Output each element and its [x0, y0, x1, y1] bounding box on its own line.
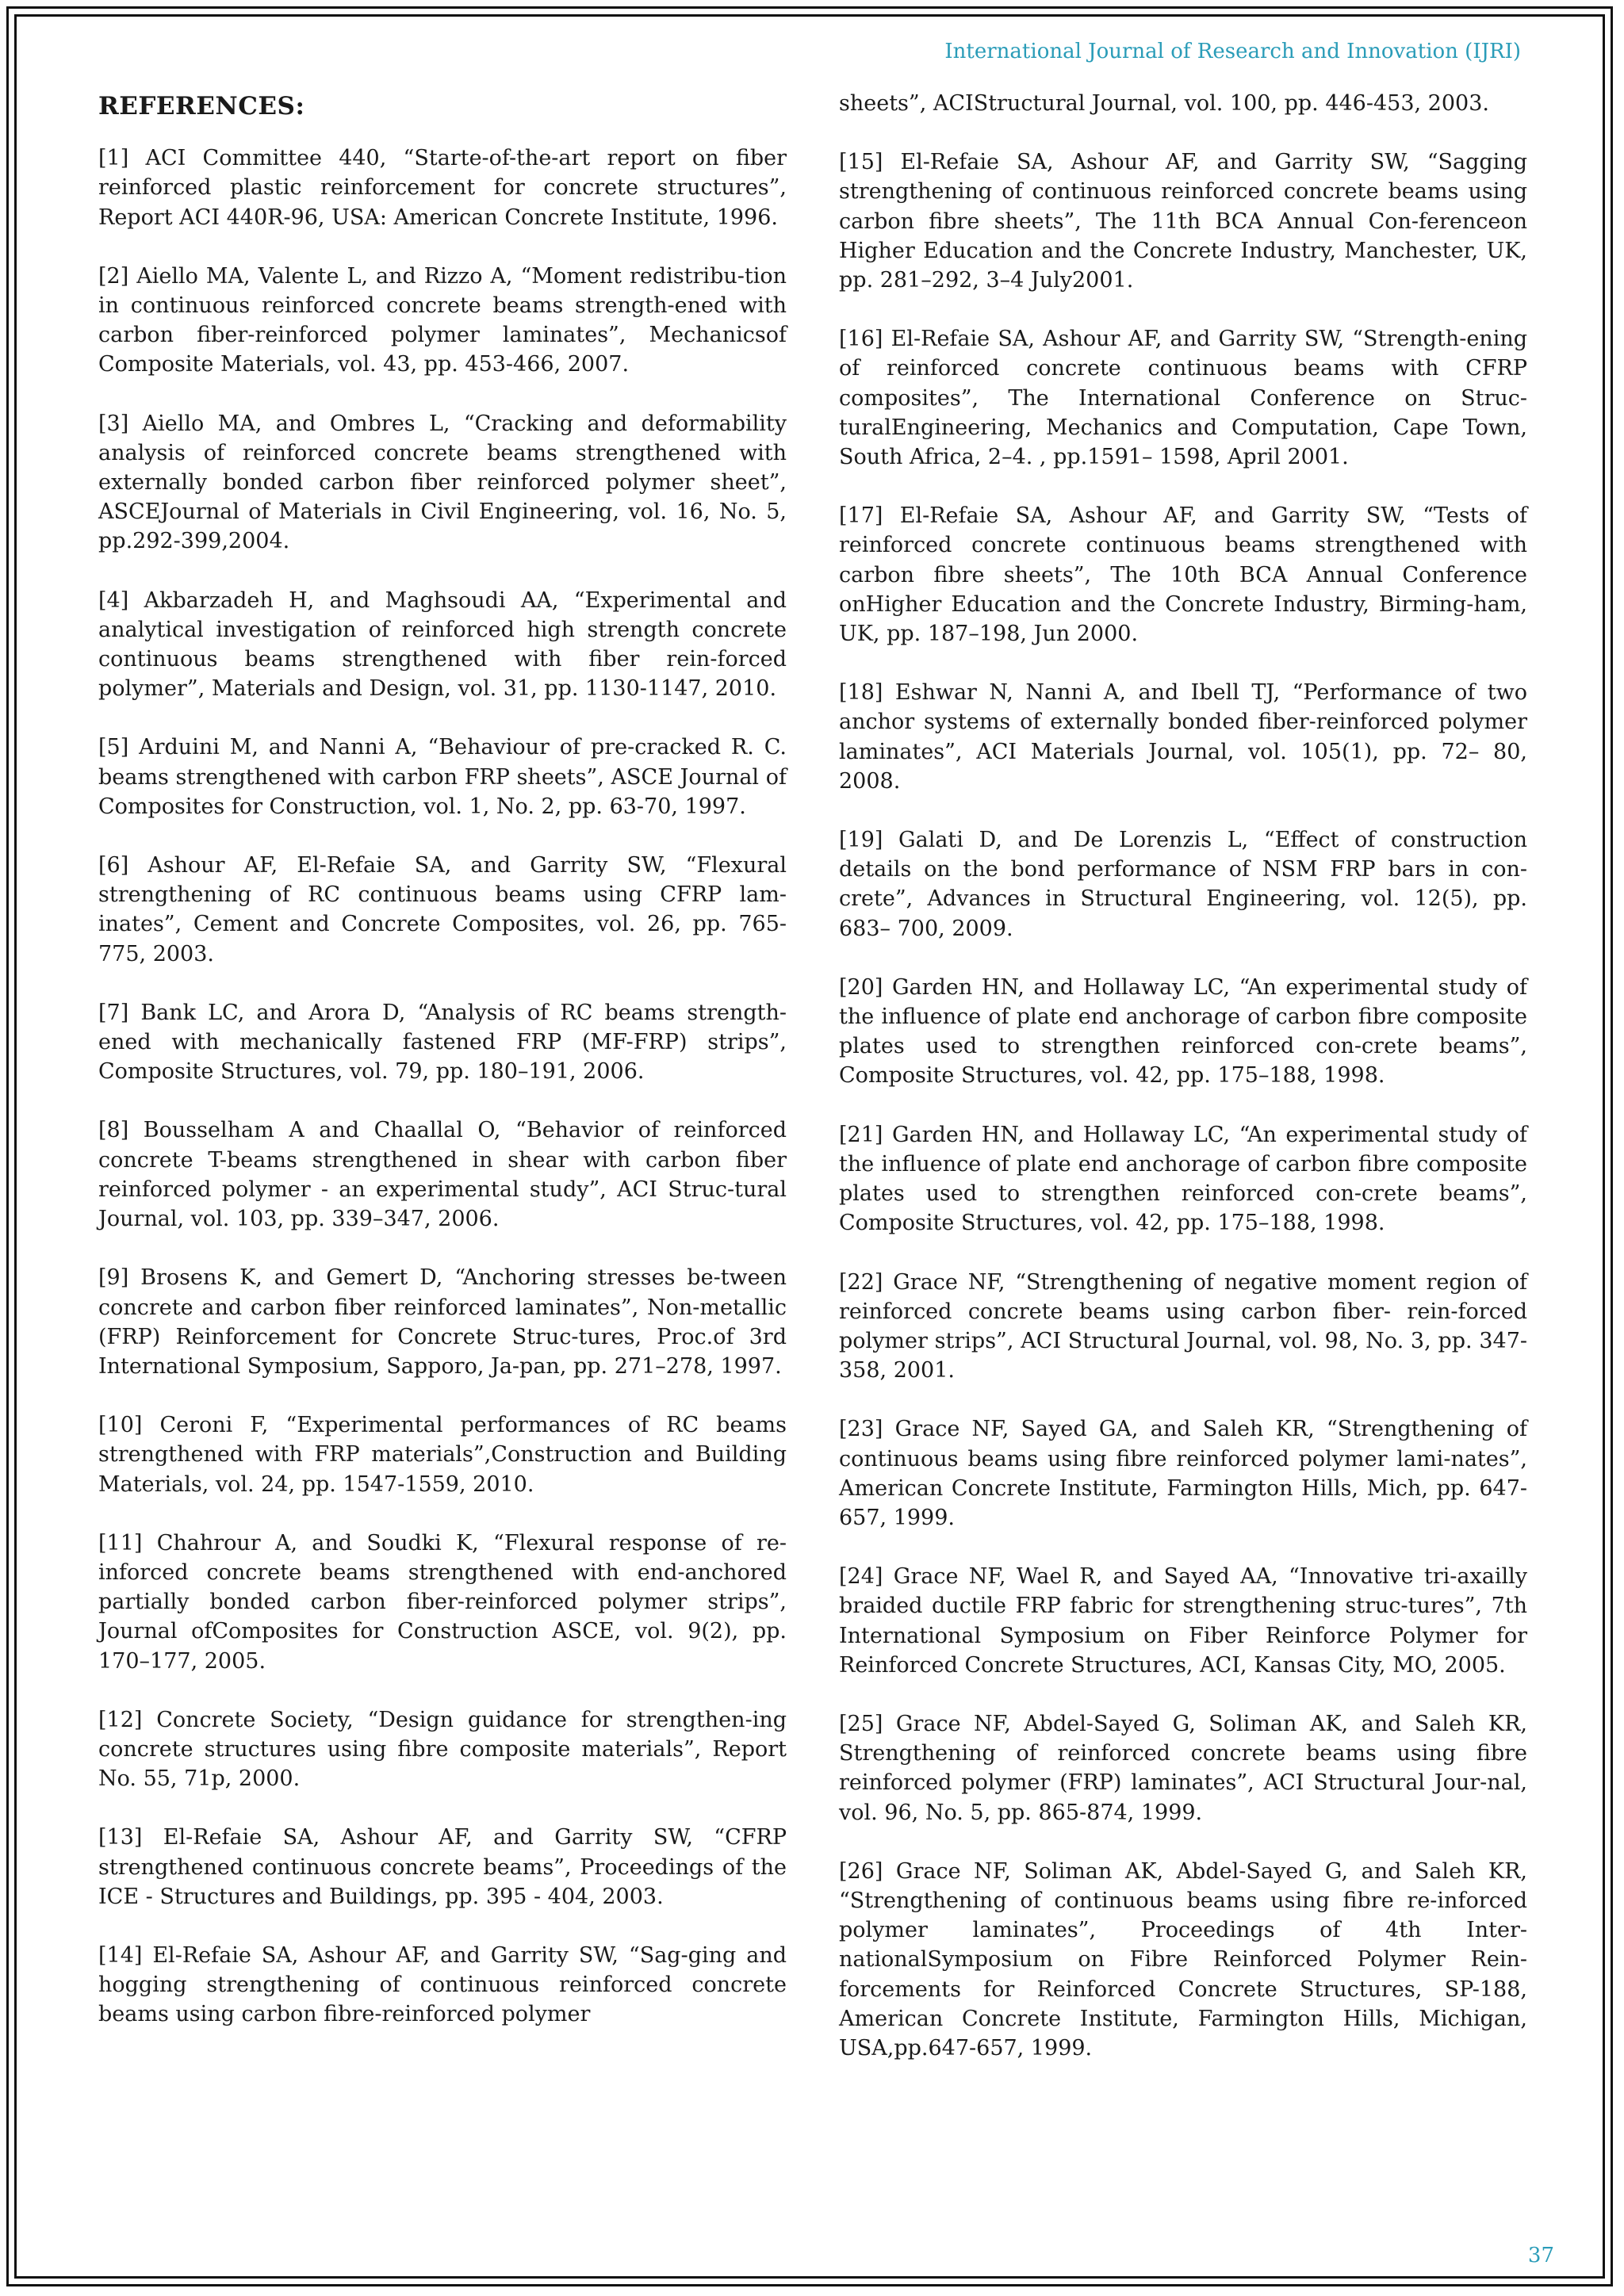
- right-column: [839, 89, 1527, 2063]
- reference-entry: [8] Bousselham A and Chaallal O, “Behavior of reinforced concrete T-beams strengthened in shear with carbon fiber reinforced polymer - an experimental study”, ACI Struc-tural Journal, vol. 103, pp. 339–347, 2006.: [98, 1118, 787, 1232]
- reference-entry: [7] Bank LC, and Arora D, “Analysis of RC beams strength-ened with mechanically fastened FRP (MF-FRP) strips”, Composite Structures, vol. 79, pp. 180–191, 2006.: [98, 1000, 787, 1085]
- reference-entry: [26] Grace NF, Soliman AK, Abdel-Sayed G, and Saleh KR, “Strengthening of continuous beams using fibre re-inforced polymer laminates”, Proceedings of 4th Inter-nationalSymposium on Fibre Reinforced Polymer Rein-forcements for Reinforced Concrete Structures, SP-188, American Concrete Institute, Farmington Hills, Michigan, USA,pp.647-657, 1999.: [839, 1858, 1527, 2061]
- reference-entry: [1] ACI Committee 440, “Starte-of-the-art report on fiber reinforced plastic reinforcement for concrete structures”, Report ACI 440R-96, USA: American Concrete Institute, 1996.: [98, 146, 787, 230]
- journal-header: International Journal of Research and Innovation (IJRI): [944, 40, 1521, 63]
- reference-entry: [5] Arduini M, and Nanni A, “Behaviour of pre-cracked R. C. beams strengthened with carbon FRP sheets”, ASCE Journal of Composites for Construction, vol. 1, No. 2, pp. 63-70, 1997.: [98, 735, 787, 819]
- reference-entry: [9] Brosens K, and Gemert D, “Anchoring stresses be-tween concrete and carbon fiber reinforced laminates”, Non-metallic (FRP) Reinforcement for Concrete Struc-tures, Proc.of 3rd International Symposium, Sapporo, Ja-pan, pp. 271–278, 1997.: [98, 1265, 787, 1379]
- left-reference-list: [98, 144, 787, 2029]
- reference-entry: [4] Akbarzadeh H, and Maghsoudi AA, “Experimental and analytical investigation of reinforced high strength concrete continuous beams strengthened with fiber rein-forced polymer”, Materials and Design, vol. 31, pp. 1130-1147, 2010.: [98, 587, 787, 702]
- references-heading: REFERENCES:: [98, 92, 305, 121]
- reference-entry: [17] El-Refaie SA, Ashour AF, and Garrity SW, “Tests of reinforced concrete continuous beams strengthened with carbon fibre sheets”, The 10th BCA Annual Conference onHigher Education and the Concrete Industry, Birming-ham, UK, pp. 187–198, Jun 2000.: [839, 503, 1527, 647]
- reference-entry: [3] Aiello MA, and Ombres L, “Cracking and deformability analysis of reinforced concrete beams strengthened with externally bonded carbon fiber reinforced polymer sheet”, ASCEJournal of Materials in Civil Engineering, vol. 16, No. 5, pp.292-399,2004.: [98, 411, 787, 554]
- reference-entry: [24] Grace NF, Wael R, and Sayed AA, “Innovative tri-axailly braided ductile FRP fabric for strengthening struc-tures”, 7th International Symposium on Fiber Reinforce Polymer for Reinforced Concrete Structures, ACI, Kansas City, MO, 2005.: [839, 1564, 1527, 1678]
- reference-entry: [13] El-Refaie SA, Ashour AF, and Garrity SW, “CFRP strengthened continuous concrete beams”, Proceedings of the ICE - Structures and Buildings, pp. 395 - 404, 2003.: [98, 1825, 787, 1909]
- right-reference-list: [839, 89, 1527, 2063]
- reference-entry: [23] Grace NF, Sayed GA, and Saleh KR, “Strengthening of continuous beams using fibre reinforced polymer lami-nates”, American Concrete Institute, Farmington Hills, Mich, pp. 647-657, 1999.: [839, 1417, 1527, 1530]
- page-number: 37: [1527, 2244, 1554, 2267]
- reference-entry: [16] El-Refaie SA, Ashour AF, and Garrity SW, “Strength-ening of reinforced concrete continuous beams with CFRP composites”, The International Conference on Struc-turalEngineering, Mechanics and Computation, Cape Town, South Africa, 2–4. , pp.1591– 1598, April 2001.: [839, 327, 1527, 470]
- reference-entry: [20] Garden HN, and Hollaway LC, “An experimental study of the influence of plate end anchorage of carbon fibre composite plates used to strengthen reinforced con-crete beams”, Composite Structures, vol. 42, pp. 175–188, 1998.: [839, 974, 1527, 1089]
- reference-entry: [12] Concrete Society, “Design guidance for strengthen-ing concrete structures using fibre composite materials”, Report No. 55, 71p, 2000.: [98, 1707, 787, 1792]
- reference-entry: [14] El-Refaie SA, Ashour AF, and Garrity SW, “Sag-ging and hogging strengthening of continuous reinforced concrete beams using carbon fibre-reinforced polymer: [98, 1942, 787, 2027]
- reference-entry: [11] Chahrour A, and Soudki K, “Flexural response of re-inforced concrete beams strengthened with end-anchored partially bonded carbon fiber-reinforced polymer strips”, Journal ofComposites for Construction ASCE, vol. 9(2), pp. 170–177, 2005.: [98, 1530, 787, 1674]
- left-column: [98, 89, 787, 2030]
- reference-entry: [21] Garden HN, and Hollaway LC, “An experimental study of the influence of plate end anchorage of carbon fibre composite plates used to strengthen reinforced con-crete beams”, Composite Structures, vol. 42, pp. 175–188, 1998.: [839, 1122, 1527, 1236]
- reference-entry: [10] Ceroni F, “Experimental performances of RC beams strengthened with FRP materials”,Construction and Building Materials, vol. 24, pp. 1547-1559, 2010.: [98, 1413, 787, 1497]
- reference-entry: [15] El-Refaie SA, Ashour AF, and Garrity SW, “Sagging strengthening of continuous reinforced concrete beams using carbon fibre sheets”, The 11th BCA Annual Con-ferenceon Higher Education and the Concrete Industry, Manchester, UK, pp. 281–292, 3–4 July2001.: [839, 150, 1527, 293]
- reference-entry: [2] Aiello MA, Valente L, and Rizzo A, “Moment redistribu-tion in continuous reinforced concrete beams strength-ened with carbon fiber-reinforced polymer laminates”, Mechanicsof Composite Materials, vol. 43, pp. 453-466, 2007.: [98, 263, 787, 377]
- reference-entry: [22] Grace NF, “Strengthening of negative moment region of reinforced concrete beams using carbon fiber- rein-forced polymer strips”, ACI Structural Journal, vol. 98, No. 3, pp. 347-358, 2001.: [839, 1269, 1527, 1383]
- reference-entry: [18] Eshwar N, Nanni A, and Ibell TJ, “Performance of two anchor systems of externally bonded fiber-reinforced polymer laminates”, ACI Materials Journal, vol. 105(1), pp. 72– 80, 2008.: [839, 680, 1527, 794]
- reference-entry: [25] Grace NF, Abdel-Sayed G, Soliman AK, and Saleh KR, Strengthening of reinforced concrete beams using fibre reinforced polymer (FRP) laminates”, ACI Structural Jour-nal, vol. 96, No. 5, pp. 865-874, 1999.: [839, 1711, 1527, 1825]
- reference-entry: [19] Galati D, and De Lorenzis L, “Effect of construction details on the bond performance of NSM FRP bars in con-crete”, Advances in Structural Engineering, vol. 12(5), pp. 683– 700, 2009.: [839, 828, 1527, 941]
- reference-entry: sheets”, ACIStructural Journal, vol. 100, pp. 446-453, 2003.: [839, 91, 1489, 116]
- reference-entry: [6] Ashour AF, El-Refaie SA, and Garrity SW, “Flexural strengthening of RC continuous beams using CFRP lam-inates”, Cement and Concrete Composites, vol. 26, pp. 765-775, 2003.: [98, 853, 787, 966]
